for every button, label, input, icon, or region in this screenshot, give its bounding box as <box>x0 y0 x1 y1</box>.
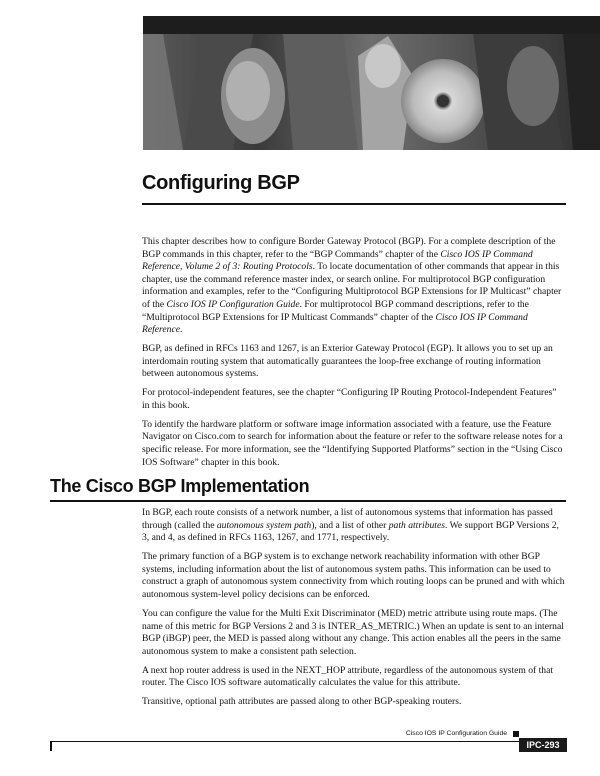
header-banner-image <box>143 16 600 150</box>
text-run: . For multiprotocol BGP command descriptions, refer to the “Multiprotocol BGP Extensions for IP Multicast Commands” chapter of the <box>142 298 529 323</box>
text-run: . To locate documentation of other commands that appear in this chapter, use the command reference master index, or search online. For multiprotocol BGP configuration information and examples, refer to the “Configuring Multiprotocol BGP Extensions for IP Multicast” chapter of the <box>142 261 562 310</box>
chapter-intro-text <box>142 236 566 476</box>
footer-guide-title: Cisco IOS IP Configuration Guide <box>405 730 507 737</box>
footer-divider <box>50 741 566 742</box>
italic-text-run: Cisco IOS IP Command Reference, Volume 2 of 3: Routing Protocols <box>142 248 533 273</box>
italic-text-run: path attributes <box>388 519 445 531</box>
text-run: . We support BGP Versions 2, 3, and 4, as defined in RFCs 1163, 1267, and 1771, respectively. <box>142 519 559 544</box>
intro-paragraph <box>142 419 566 469</box>
intro-paragraph <box>142 236 566 337</box>
text-run: . <box>180 324 183 336</box>
section-divider <box>50 500 566 502</box>
text-run: This chapter describes how to configure Border Gateway Protocol (BGP). For a complete description of the BGP commands in this chapter, refer to the “BGP Commands” chapter of the <box>142 236 556 260</box>
section-body-text <box>142 507 566 715</box>
section-paragraph <box>142 507 566 545</box>
text-run: BGP, as defined in RFCs 1163 and 1267, is an Exterior Gateway Protocol (EGP). It allows you to set up an interdomain routing system that automatically guarantees the loop-free exchange of routing information between autonomous systems. <box>142 343 553 380</box>
title-divider <box>142 203 566 205</box>
section-paragraph <box>142 608 566 658</box>
section-paragraph <box>142 551 566 601</box>
text-run: The primary function of a BGP system is to exchange network reachability information with other BGP systems, including information about the list of autonomous system paths. This information can be used to construct a graph of autonomous system connectivity from which routing loops can be pruned and with which autonomous system-level policy decisions can be enforced. <box>142 551 565 600</box>
section-paragraph <box>142 665 566 690</box>
chapter-title: Configuring BGP <box>142 172 300 194</box>
page-number-badge: IPC-293 <box>519 738 567 752</box>
text-run: You can configure the value for the Multi Exit Discriminator (MED) metric attribute using route maps. (The name of this metric for BGP Versions 2 and 3 is INTER_AS_METRIC.) When an update is sent to an internal BGP (iBGP) peer, the MED is passed along without any change. This action enables all the peers in the same autonomous system to make a consistent path selection. <box>142 607 564 657</box>
section-title: The Cisco BGP Implementation <box>50 476 310 496</box>
footer-tick <box>50 741 52 751</box>
section-paragraph <box>142 696 566 709</box>
text-run: For protocol-independent features, see the chapter “Configuring IP Routing Protocol-Independent Features” in this book. <box>142 387 557 411</box>
intro-paragraph <box>142 387 566 412</box>
text-run: ), and a list of other <box>311 519 389 531</box>
italic-text-run: autonomous system path <box>216 519 312 531</box>
italic-text-run: Cisco IOS IP Command Reference <box>142 311 528 336</box>
italic-text-run: Cisco IOS IP Configuration Guide <box>166 298 300 310</box>
text-run: Transitive, optional path attributes are passed along to other BGP-speaking routers. <box>142 696 462 708</box>
intro-paragraph <box>142 343 566 381</box>
text-run: To identify the hardware platform or software image information associated with a feature, use the Feature Navigator on Cisco.com to search for information about the feature or refer to the software release notes for a specific release. For more information, see the “Identifying Supported Platforms” section in the “Using Cisco IOS Software” chapter in this book. <box>142 418 563 468</box>
text-run: A next hop router address is used in the NEXT_HOP attribute, regardless of the autonomous system of that router. The Cisco IOS software automatically calculates the value for this attribute. <box>142 664 554 689</box>
footer-marker <box>513 731 519 737</box>
text-run: In BGP, each route consists of a network number, a list of autonomous systems that information has passed through (called the <box>142 507 553 531</box>
